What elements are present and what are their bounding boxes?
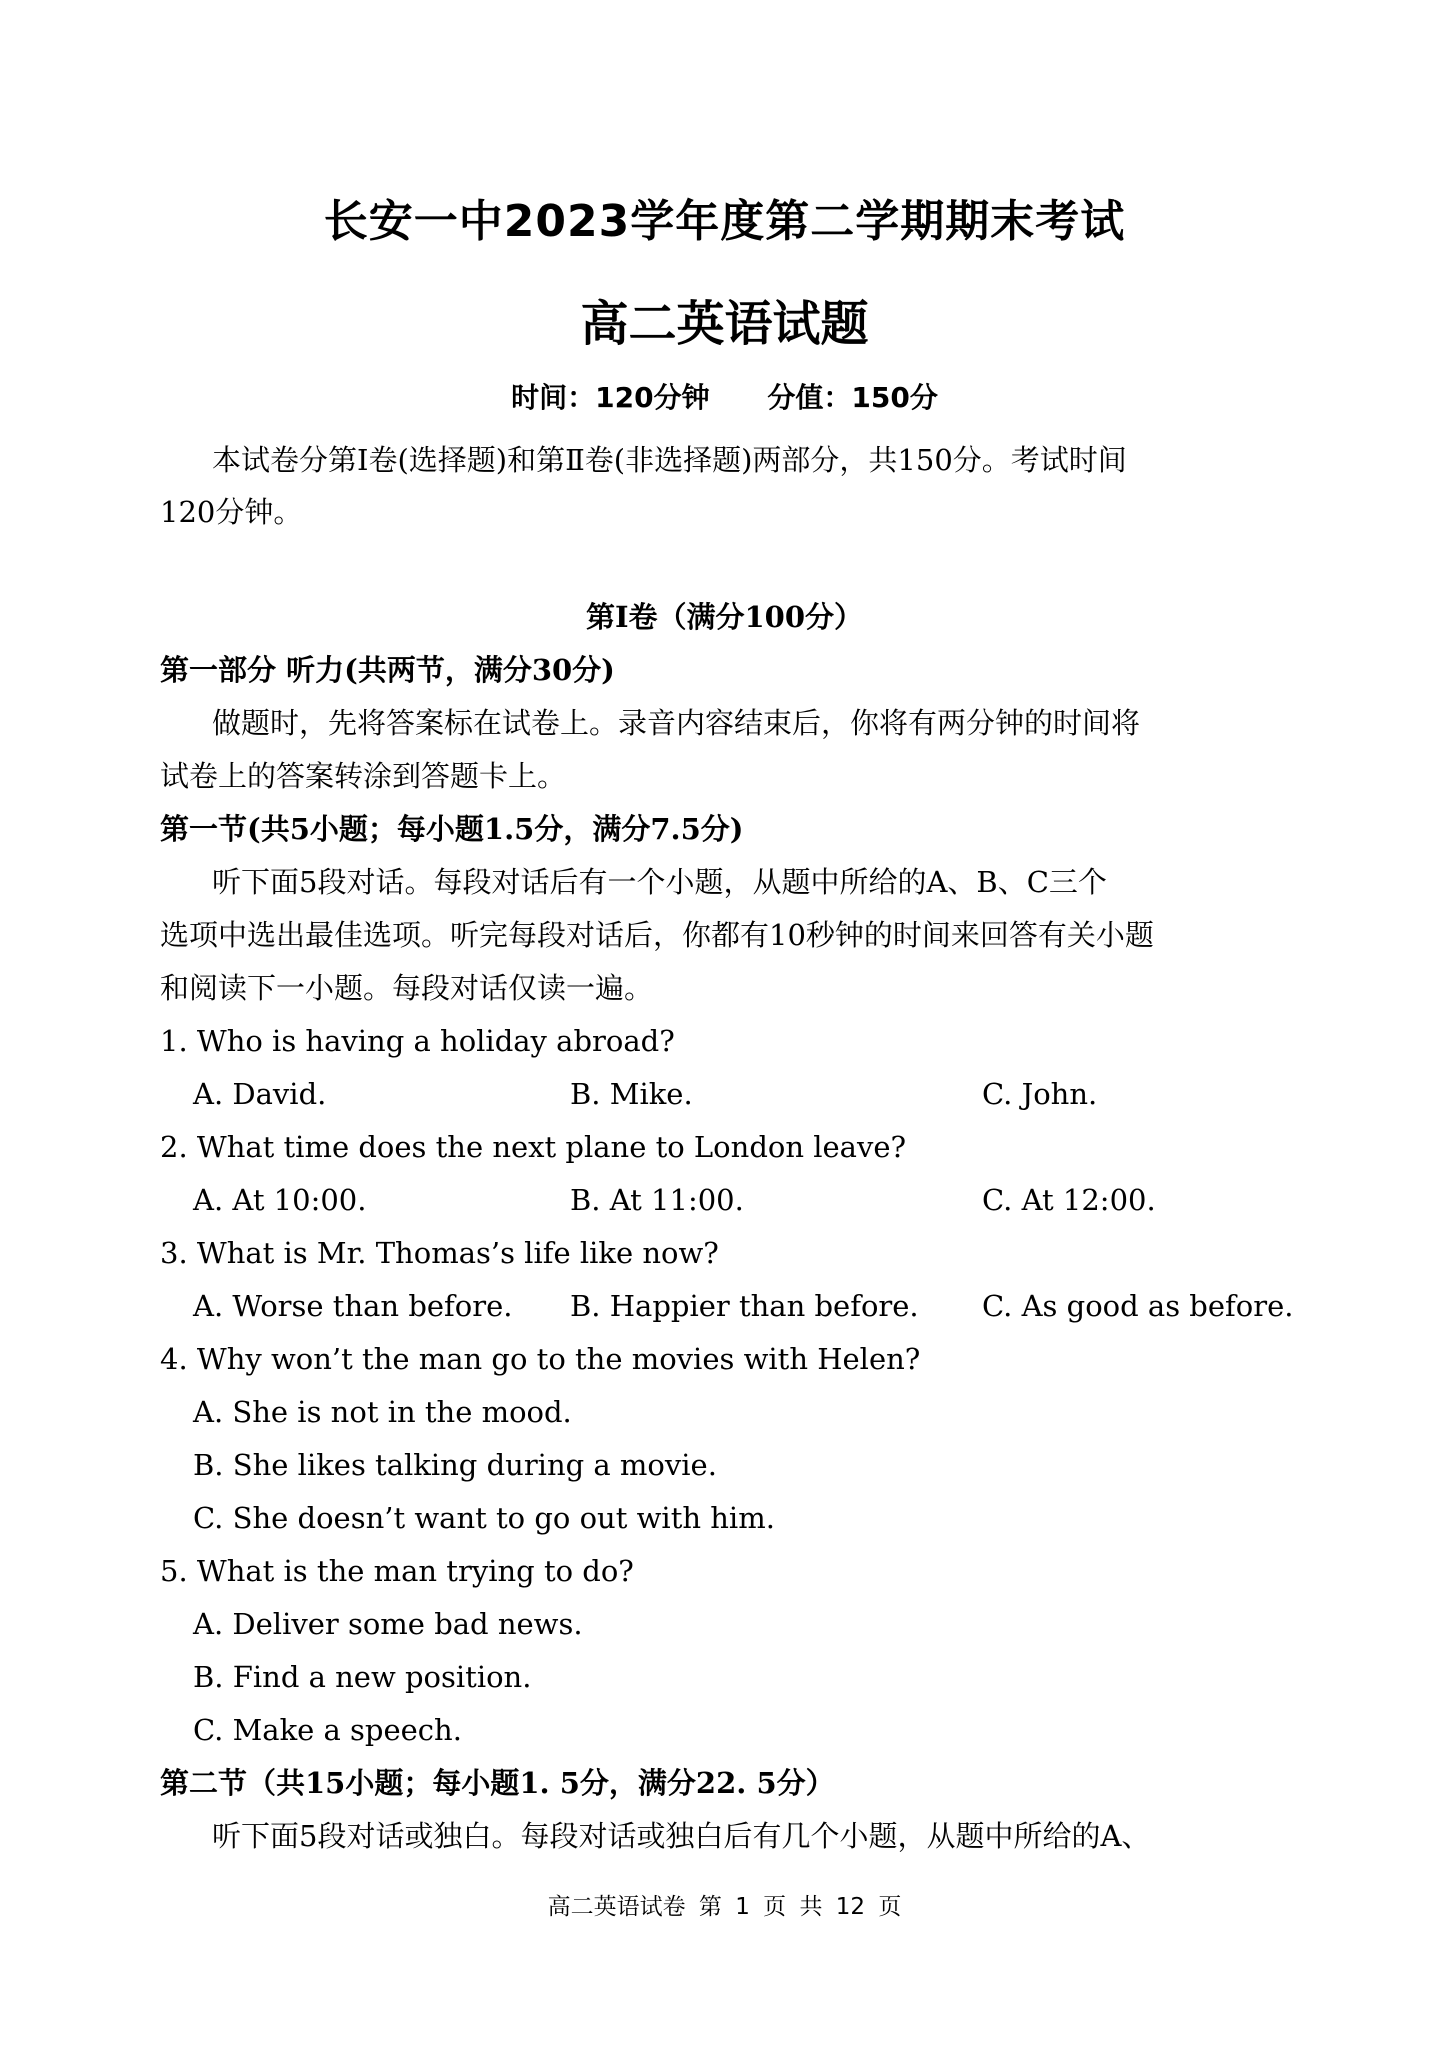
exam-score: 分值：150分 — [767, 381, 938, 414]
question-4-option-c: C. She doesn’t want to go out with him. — [193, 1501, 775, 1535]
volume-heading: 第Ⅰ卷（满分100分） — [585, 600, 864, 634]
question-1: 1. Who is having a holiday abroad? — [160, 1024, 675, 1058]
section2-heading: 第二节（共15小题；每小题1. 5分，满分22. 5分） — [160, 1766, 835, 1800]
question-5-option-a: A. Deliver some bad news. — [193, 1607, 583, 1641]
question-2: 2. What time does the next plane to London leave? — [160, 1130, 907, 1164]
question-3-option-c: C. As good as before. — [982, 1289, 1294, 1323]
part1-instruction-2: 试卷上的答案转涂到答题卡上。 — [160, 759, 567, 793]
question-4-option-a: A. She is not in the mood. — [193, 1395, 572, 1429]
question-4-option-b: B. She likes talking during a movie. — [193, 1448, 717, 1482]
question-1-option-b: B. Mike. — [570, 1077, 693, 1111]
question-1-option-c: C. John. — [982, 1077, 1098, 1111]
question-1-option-a: A. David. — [193, 1077, 327, 1111]
intro-line-2: 120分钟。 — [160, 495, 303, 529]
question-3-option-a: A. Worse than before. — [193, 1289, 513, 1323]
exam-time: 时间：120分钟 — [511, 381, 710, 414]
question-2-option-b: B. At 11:00. — [570, 1183, 744, 1217]
question-2-option-c: C. At 12:00. — [982, 1183, 1156, 1217]
page-footer: 高二英语试卷 第 1 页 共 12 页 — [547, 1894, 902, 1920]
exam-meta — [0, 376, 1449, 416]
question-5: 5. What is the man trying to do? — [160, 1554, 634, 1588]
question-3: 3. What is Mr. Thomas’s life like now? — [160, 1236, 719, 1270]
question-5-option-b: B. Find a new position. — [193, 1660, 532, 1694]
question-3-option-b: B. Happier than before. — [570, 1289, 919, 1323]
question-4: 4. Why won’t the man go to the movies with Helen? — [160, 1342, 921, 1376]
section1-instruction-2: 选项中选出最佳选项。听完每段对话后，你都有10秒钟的时间来回答有关小题 — [160, 918, 1154, 952]
question-2-option-a: A. At 10:00. — [193, 1183, 367, 1217]
exam-title: 长安一中2023学年度第二学期期末考试 — [323, 196, 1126, 247]
section2-instruction-1: 听下面5段对话或独白。每段对话或独白后有几个小题，从题中所给的A、 — [212, 1819, 1151, 1853]
section1-heading: 第一节(共5小题；每小题1.5分，满分7.5分) — [160, 812, 744, 846]
part1-heading: 第一部分 听力(共两节，满分30分) — [160, 653, 615, 687]
section1-instruction-1: 听下面5段对话。每段对话后有一个小题，从题中所给的A、B、C三个 — [212, 865, 1107, 899]
question-5-option-c: C. Make a speech. — [193, 1713, 462, 1747]
intro-line-1: 本试卷分第Ⅰ卷(选择题)和第Ⅱ卷(非选择题)两部分，共150分。考试时间 — [212, 443, 1127, 477]
exam-subtitle: 高二英语试题 — [580, 296, 869, 352]
section1-instruction-3: 和阅读下一小题。每段对话仅读一遍。 — [160, 971, 654, 1005]
part1-instruction-1: 做题时，先将答案标在试卷上。录音内容结束后，你将有两分钟的时间将 — [212, 706, 1141, 740]
